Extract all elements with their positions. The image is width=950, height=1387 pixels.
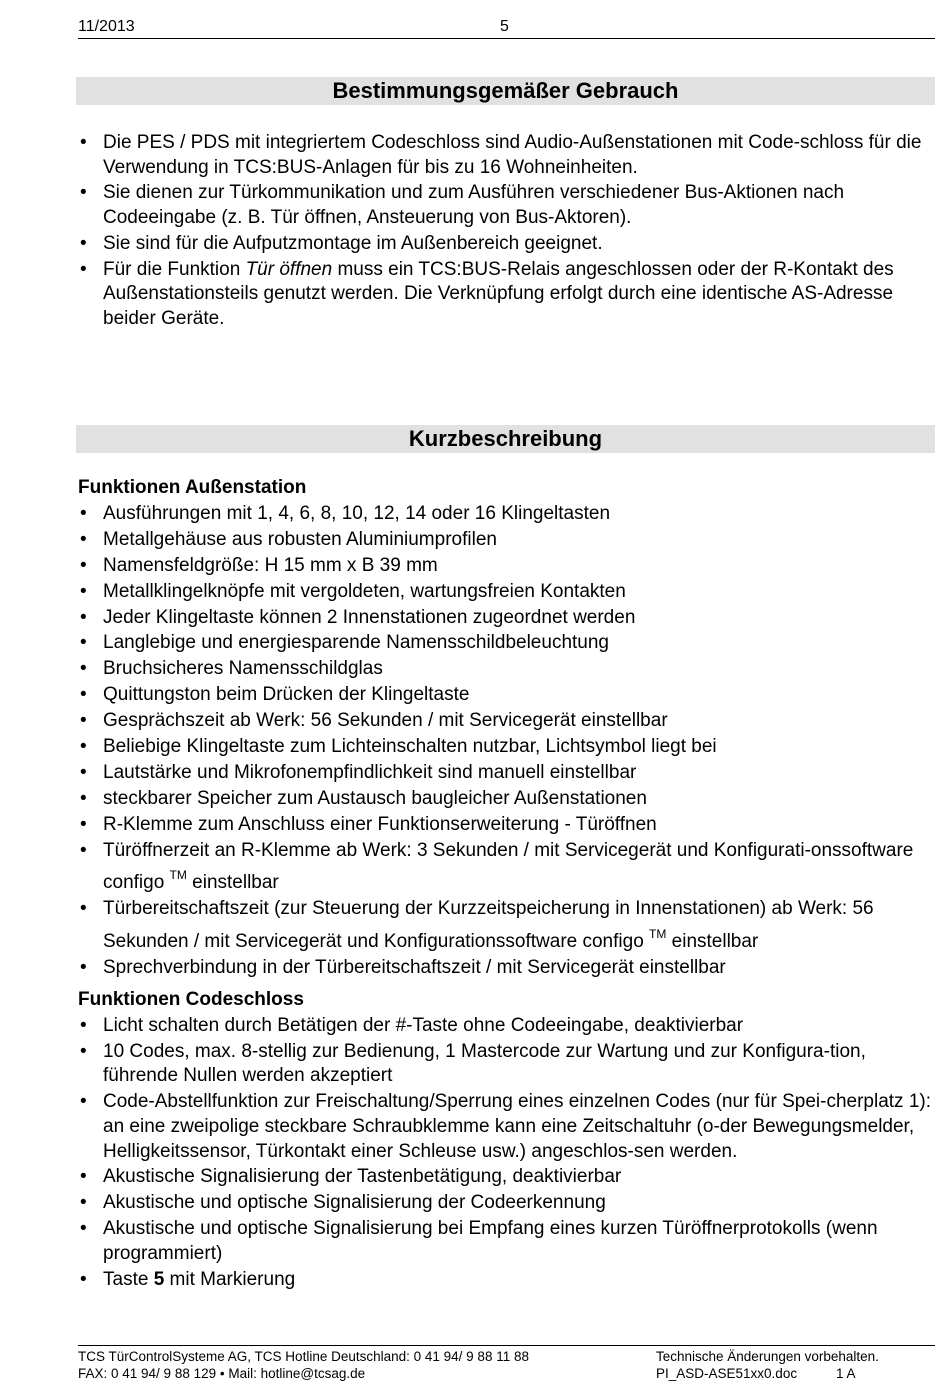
text-run: Türöffnerzeit an R-Klemme ab Werk: 3 Sekunden / mit Servicegerät und Konfigurati-onssoftware configo [103, 839, 914, 894]
trademark-superscript: TM [169, 868, 187, 883]
list-item [78, 897, 938, 954]
list-item: • Akustische Signalisierung der Tastenbetätigung, deaktivierbar [78, 1165, 938, 1190]
list-item: • Licht schalten durch Betätigen der #-Taste ohne Codeeingabe, deaktivierbar [78, 1014, 938, 1039]
footer-company: TCS TürControlSysteme AG, TCS Hotline Deutschland: 0 41 94/ 9 88 11 88 [78, 1349, 529, 1364]
section-heading-kurzbeschreibung: Kurzbeschreibung [76, 425, 935, 453]
list-item: • Akustische und optische Signalisierung bei Empfang eines kurzen Türöffnerprotokolls (wenn programmiert) [78, 1217, 938, 1266]
footer-row [78, 1346, 935, 1363]
text-run: einstellbar [666, 930, 759, 952]
page-number: 5 [500, 18, 509, 35]
list-item [78, 1268, 938, 1293]
list-item: • Beliebige Klingeltaste zum Lichteinschalten nutzbar, Lichtsymbol liegt bei [78, 735, 938, 760]
list-item: • Gesprächszeit ab Werk: 56 Sekunden / mit Servicegerät einstellbar [78, 709, 938, 734]
text-run: muss ein TCS:BUS-Relais angeschlossen oder der R-Kontakt des Außenstationsteils genutzt werden. Die Verknüpfung erfolgt durch eine identische AS-Adresse beider Geräte. [103, 258, 894, 330]
list-item [78, 839, 938, 896]
codeschloss-list [78, 1014, 938, 1294]
text-run: einstellbar [186, 872, 279, 894]
footer-row [78, 1363, 935, 1380]
list-item: • Ausführungen mit 1, 4, 6, 8, 10, 12, 14 oder 16 Klingeltasten [78, 502, 938, 527]
list-item: • 10 Codes, max. 8-stellig zur Bedienung, 1 Mastercode zur Wartung und zur Konfigura-tion, führende Nullen werden akzeptiert [78, 1040, 938, 1089]
list-item: • steckbarer Speicher zum Austausch baugleicher Außenstationen [78, 787, 938, 812]
footer-filename: PI_ASD-ASE51xx0.doc [656, 1366, 798, 1381]
footer-version: 1 A [836, 1366, 856, 1381]
list-item: • Die PES / PDS mit integriertem Codeschloss sind Audio-Außenstationen mit Code-schloss für die Verwendung in TCS:BUS-Anlagen für bis zu 16 Wohneinheiten. [78, 131, 938, 180]
list-item: • Quittungston beim Drücken der Klingeltaste [78, 683, 938, 708]
list-item: • Akustische und optische Signalisierung der Codeerkennung [78, 1191, 938, 1216]
list-item: • Bruchsicheres Namensschildglas [78, 657, 938, 682]
footer-disclaimer: Technische Änderungen vorbehalten. [656, 1349, 879, 1364]
text-run: Für die Funktion [103, 258, 246, 280]
list-item: • Namensfeldgröße: H 15 mm x B 39 mm [78, 554, 938, 579]
list-item: • Sie sind für die Aufputzmontage im Außenbereich geeignet. [78, 232, 938, 257]
list-item: • R-Klemme zum Anschluss einer Funktionserweiterung - Türöffnen [78, 813, 938, 838]
italic-text: Tür öffnen [245, 258, 333, 280]
list-item: • Code-Abstellfunktion zur Freischaltung/Sperrung eines einzelnen Codes (nur für Spei-cherplatz 1): an eine zweipolige steckbare Schraubklemme kann eine Zeitschaltuhr (o-der Bewegungsmelder, Helligkeitssensor, Türkontakt einer Schleuse usw.) angeschlos-sen werden. [78, 1090, 938, 1164]
subheading-aussenstation: Funktionen Außenstation [78, 477, 307, 498]
list-item: • Metallgehäuse aus robusten Aluminiumprofilen [78, 528, 938, 553]
trademark-superscript: TM [649, 926, 667, 941]
list-item: • Sie dienen zur Türkommunikation und zum Ausführen verschiedener Bus-Aktionen nach Codeeingabe (z. B. Tür öffnen, Ansteuerung von Bus-Aktoren). [78, 181, 938, 230]
list-item [78, 258, 938, 332]
text-run: Türbereitschaftszeit (zur Steuerung der Kurzzeitspeicherung in Innenstationen) ab Werk: 56 Sekunden / mit Servicegerät und Konfigurationssoftware configo [103, 898, 874, 952]
list-item: • Metallklingelknöpfe mit vergoldeten, wartungsfreien Kontakten [78, 580, 938, 605]
list-item: • Langlebige und energiesparende Namensschildbeleuchtung [78, 631, 938, 656]
text-run: Taste [103, 1268, 154, 1290]
header-date: 11/2013 [78, 18, 135, 35]
list-item: • Jeder Klingeltaste können 2 Innenstationen zugeordnet werden [78, 606, 938, 631]
footer-contact: FAX: 0 41 94/ 9 88 129 • Mail: hotline@tcsag.de [78, 1366, 366, 1381]
bold-text: 5 [153, 1268, 165, 1290]
list-item: • Lautstärke und Mikrofonempfindlichkeit sind manuell einstellbar [78, 761, 938, 786]
section-heading-bestimmung: Bestimmungsgemäßer Gebrauch [76, 77, 935, 105]
text-run: mit Markierung [164, 1268, 296, 1290]
subheading-codeschloss: Funktionen Codeschloss [78, 989, 304, 1010]
usage-list [78, 131, 938, 333]
page-header [78, 16, 935, 39]
page-footer [78, 1345, 935, 1380]
list-item: • Sprechverbindung in der Türbereitschaftszeit / mit Servicegerät einstellbar [78, 956, 938, 981]
aussenstation-list [78, 502, 938, 981]
